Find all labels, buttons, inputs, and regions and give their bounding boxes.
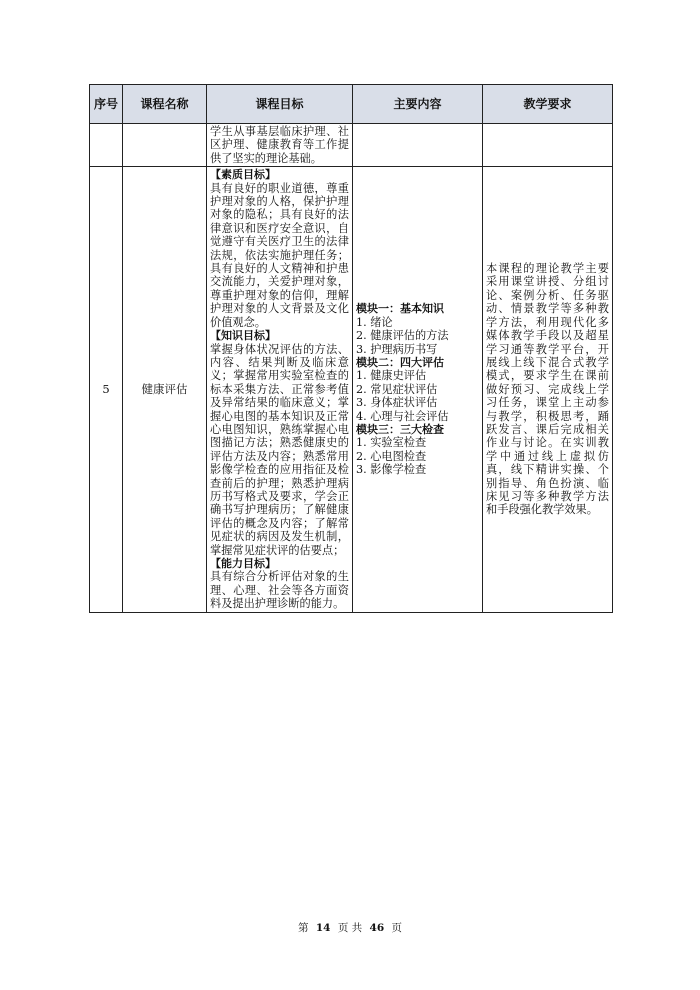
table-row [90, 167, 613, 612]
module3-item: 3. 影像学检查 [356, 463, 427, 477]
row-index: 5 [90, 167, 123, 612]
cell-goal-continued [207, 124, 353, 167]
footer-prefix: 第 [298, 922, 309, 934]
goal-knowledge-title: 【知识目标】 [210, 329, 276, 343]
header-course-name: 课程名称 [123, 85, 207, 124]
module2-item: 2. 常见症状评估 [356, 382, 438, 396]
row-teaching-requirements [483, 167, 613, 612]
header-course-goal: 课程目标 [207, 85, 353, 124]
header-index: 序号 [90, 85, 123, 124]
module2-item: 1. 健康史评估 [356, 369, 427, 383]
goal-block [207, 167, 352, 611]
footer-middle: 页 共 [337, 922, 363, 934]
module3-item: 2. 心电图检查 [356, 449, 427, 463]
cell-content-empty [353, 124, 483, 167]
table-row-continued [90, 124, 613, 167]
header-main-content: 主要内容 [353, 85, 483, 124]
footer-page-number: 14 [315, 922, 331, 934]
module1-item: 3. 护理病历书写 [356, 342, 438, 356]
cell-req-empty [483, 124, 613, 167]
module1-item: 1. 绪论 [356, 315, 393, 329]
footer-suffix: 页 [391, 922, 402, 934]
module1-item: 2. 健康评估的方法 [356, 329, 449, 343]
cell-index-empty [90, 124, 123, 167]
row-main-content [353, 167, 483, 612]
module2-title: 模块二：四大评估 [356, 355, 444, 369]
goal-quality-title: 【素质目标】 [210, 168, 276, 182]
footer-total-pages: 46 [369, 922, 385, 934]
module1-title: 模块一：基本知识 [356, 302, 444, 316]
module3-item: 1. 实验室检查 [356, 436, 427, 450]
goal-quality-text: 具有良好的职业道德，尊重护理对象的人格，保护护理对象的隐私；具有良好的法律意识和医疗安全意识，自觉遵守有关医疗卫生的法律法规，依法实施护理任务；具有良好的人文精神和护患交流能力，关爱护理对象，尊重护理对象的信仰，理解护理对象的人文背景及文化价值观念。 [210, 181, 349, 329]
curriculum-table [89, 84, 613, 613]
cell-name-empty [123, 124, 207, 167]
header-teaching-requirements: 教学要求 [483, 85, 613, 124]
module2-item: 3. 身体症状评估 [356, 396, 438, 410]
goal-knowledge-text: 掌握身体状况评估的方法、内容、结果判断及临床意义；掌握常用实验室检查的标本采集方法、正常参考值及异常结果的临床意义；掌握心电图的基本知识及正常心电图知识，熟练掌握心电图描记方法；熟悉健康史的评估方法及内容；熟悉常用影像学检查的应用指征及检查前后的护理；熟悉护理病历书写格式及要求，学会正确书写护理病历；了解健康评估的概念及内容；了解常见症状的病因及发生机制，掌握常见症状评的估要点； [210, 342, 349, 557]
content-block [353, 301, 482, 477]
goal-ability-title: 【能力目标】 [210, 557, 276, 570]
page-footer [0, 920, 700, 935]
row-course-goal [207, 167, 353, 612]
module3-title: 模块三：三大检查 [356, 422, 444, 436]
goal-continued-text: 学生从事基层临床护理、社区护理、健康教育等工作提供了坚实的理论基础。 [210, 125, 349, 165]
requirements-text: 本课程的理论教学主要采用课堂讲授、分组讨论、案例分析、任务驱动、情景教学等多种教学方法，利用现代化多媒体教学手段以及超星学习通等教学平台，开展线上线下混合式教学模式，要求学生在课前做好预习、完成线上学习任务，课堂上主动参与教学，积极思考，踊跃发言、课后完成相关作业与讨论。在实训教学中通过线上虚拟仿真，线下精讲实操、个别指导、角色扮演、临床见习等多种教学方法和手段强化教学效果。 [486, 262, 609, 517]
goal-ability-text: 具有综合分析评估对象的生理、心理、社会等各方面资料及提出护理诊断的能力。 [210, 570, 349, 611]
table-header-row [90, 85, 613, 124]
row-course-name: 健康评估 [123, 167, 207, 612]
module2-item: 4. 心理与社会评估 [356, 409, 449, 423]
